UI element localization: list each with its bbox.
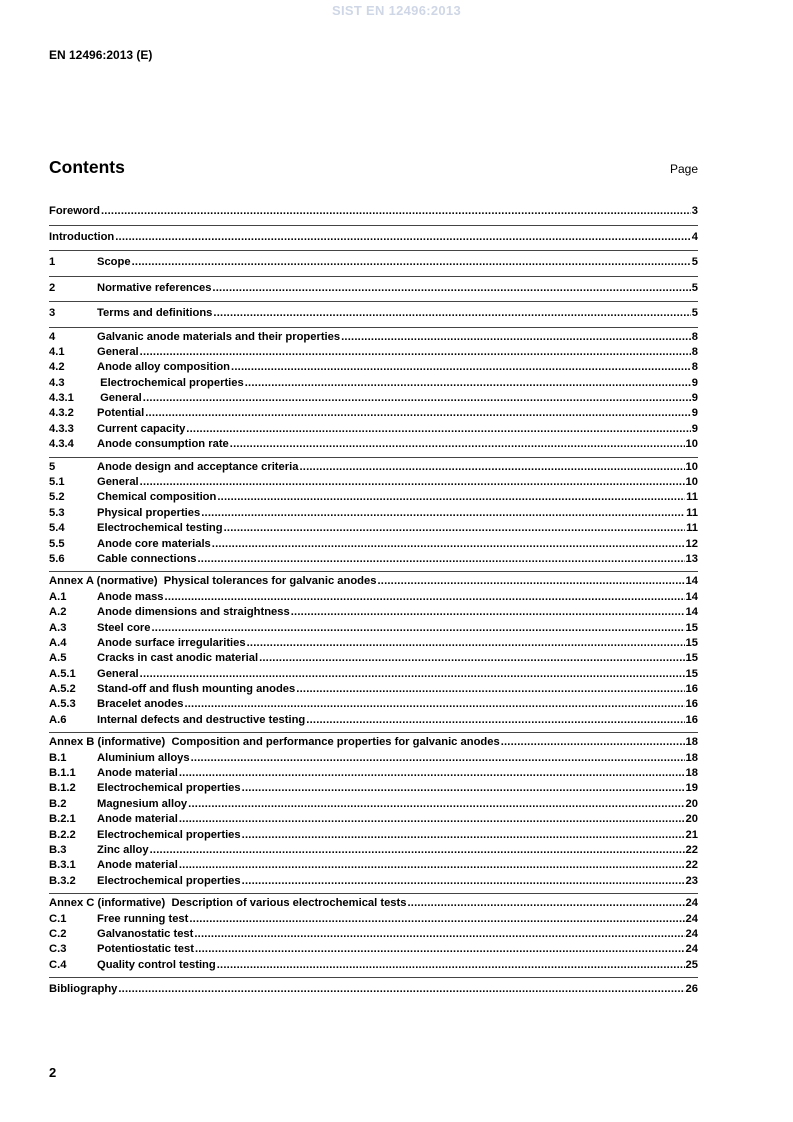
toc-entry[interactable] bbox=[49, 360, 698, 375]
toc-entry-number: 5.2 bbox=[49, 491, 65, 504]
dot-leader bbox=[291, 605, 685, 620]
toc-entry-page: 8 bbox=[691, 361, 698, 374]
toc-entry-number: A.6 bbox=[49, 713, 67, 726]
toc-entry-page: 26 bbox=[685, 983, 698, 996]
toc-entry-title: Quality control testing bbox=[97, 958, 216, 971]
dot-leader bbox=[501, 735, 685, 750]
toc-entry-page: 5 bbox=[691, 281, 698, 294]
toc-entry-page: 15 bbox=[685, 667, 698, 680]
toc-entry[interactable] bbox=[49, 651, 698, 666]
toc-entry-number: B.1.2 bbox=[49, 782, 76, 795]
toc-entry[interactable] bbox=[49, 667, 698, 682]
toc-entry-number: 5.4 bbox=[49, 522, 65, 535]
toc-entry-title: Potentiostatic test bbox=[97, 943, 194, 956]
toc-entry-number: B.2.1 bbox=[49, 813, 76, 826]
dot-leader bbox=[217, 958, 685, 973]
toc-entry-page: 15 bbox=[685, 621, 698, 634]
dot-leader bbox=[179, 858, 685, 873]
toc-entry-number: B.3.1 bbox=[49, 859, 76, 872]
toc-entry[interactable] bbox=[49, 927, 698, 942]
toc-entry-number: 4 bbox=[49, 330, 56, 343]
toc-entry-title: Scope bbox=[97, 256, 131, 268]
toc-entry-title: Internal defects and destructive testing bbox=[97, 713, 306, 726]
dot-leader bbox=[212, 279, 690, 298]
toc-entry-number: B.3.2 bbox=[49, 874, 76, 887]
toc-entry-number: 5.1 bbox=[49, 476, 65, 489]
toc-entry-number: C.1 bbox=[49, 912, 67, 925]
toc-entry[interactable] bbox=[49, 858, 698, 873]
dot-leader bbox=[201, 506, 685, 521]
toc-entry-page: 14 bbox=[685, 575, 698, 588]
toc-entry-number: A.1 bbox=[49, 590, 67, 603]
toc-entry-title: Physical properties bbox=[97, 506, 201, 519]
dot-leader bbox=[179, 812, 685, 827]
dot-leader bbox=[259, 651, 684, 666]
toc-entry-page: 15 bbox=[685, 652, 698, 665]
toc-entry-page: 10 bbox=[685, 460, 698, 473]
toc-entry[interactable] bbox=[49, 751, 698, 766]
toc-entry[interactable] bbox=[49, 697, 698, 712]
toc-entry-title: Bibliography bbox=[49, 983, 118, 996]
toc-entry-title: Free running test bbox=[97, 912, 189, 925]
toc-group bbox=[49, 572, 698, 733]
toc-entry-title: Potential bbox=[97, 407, 145, 420]
dot-leader bbox=[151, 621, 684, 636]
toc-entry-page: 9 bbox=[691, 376, 698, 389]
dot-leader bbox=[150, 843, 685, 858]
toc-entry-title: Cracks in cast anodic material bbox=[97, 652, 259, 665]
toc-entry[interactable] bbox=[49, 735, 698, 750]
toc-entry-page: 20 bbox=[685, 813, 698, 826]
toc-group bbox=[49, 302, 698, 328]
toc-entry-number: A.5.3 bbox=[49, 698, 76, 711]
toc-entry-page: 5 bbox=[691, 256, 698, 268]
toc-entry[interactable] bbox=[49, 437, 698, 452]
toc-entry[interactable] bbox=[49, 253, 698, 272]
toc-entry[interactable] bbox=[49, 958, 698, 973]
toc-entry-page: 10 bbox=[685, 476, 698, 489]
toc-entry-title: Anode mass bbox=[97, 590, 164, 603]
toc-entry-page: 10 bbox=[685, 438, 698, 451]
toc-entry-page: 3 bbox=[691, 205, 698, 217]
toc-entry-page: 16 bbox=[685, 683, 698, 696]
toc-entry-title: Electrochemical properties bbox=[97, 782, 241, 795]
toc-entry[interactable] bbox=[49, 605, 698, 620]
toc-entry-number: 4.3 bbox=[49, 376, 65, 389]
toc-entry[interactable] bbox=[49, 304, 698, 323]
dot-leader bbox=[341, 330, 691, 345]
dot-leader bbox=[143, 391, 691, 406]
document-id: EN 12496:2013 (E) bbox=[49, 48, 153, 62]
toc-entry-number: 4.2 bbox=[49, 361, 65, 374]
toc-entry[interactable] bbox=[49, 330, 698, 345]
dot-leader bbox=[213, 304, 690, 323]
toc-entry[interactable] bbox=[49, 406, 698, 421]
toc-entry-number: B.1 bbox=[49, 751, 67, 764]
toc-entry-title: Anode design and acceptance criteria bbox=[97, 460, 299, 473]
toc-entry-number: A.5.2 bbox=[49, 683, 76, 696]
dot-leader bbox=[165, 590, 685, 605]
toc-entry[interactable] bbox=[49, 621, 698, 636]
toc-entry[interactable] bbox=[49, 942, 698, 957]
dot-leader bbox=[101, 202, 691, 221]
toc-entry-number: 5.6 bbox=[49, 552, 65, 565]
dot-leader bbox=[377, 574, 684, 589]
toc-entry-number: 4.1 bbox=[49, 345, 65, 358]
dot-leader bbox=[189, 912, 684, 927]
dot-leader bbox=[231, 360, 691, 375]
dot-leader bbox=[140, 475, 685, 490]
dot-leader bbox=[140, 345, 691, 360]
toc-group bbox=[49, 978, 698, 1003]
toc-entry-number: A.4 bbox=[49, 636, 67, 649]
toc-entry-title: Galvanic anode materials and their properties bbox=[97, 330, 341, 343]
toc-entry-title: Bracelet anodes bbox=[97, 698, 184, 711]
toc-entry-page: 20 bbox=[685, 797, 698, 810]
dot-leader bbox=[224, 521, 686, 536]
toc-entry-page: 14 bbox=[685, 606, 698, 619]
toc-entry-title: General bbox=[97, 392, 142, 405]
toc-entry[interactable] bbox=[49, 506, 698, 521]
dot-leader bbox=[217, 490, 685, 505]
dot-leader bbox=[306, 713, 684, 728]
dot-leader bbox=[186, 422, 690, 437]
toc-entry[interactable] bbox=[49, 812, 698, 827]
toc-entry-title: Aluminium alloys bbox=[97, 751, 190, 764]
toc-entry[interactable] bbox=[49, 828, 698, 843]
toc-entry[interactable] bbox=[49, 590, 698, 605]
toc-entry-number: 4.3.4 bbox=[49, 438, 74, 451]
toc-group bbox=[49, 200, 698, 226]
dot-leader bbox=[194, 927, 684, 942]
watermark: SIST EN 12496:2013 bbox=[332, 3, 461, 18]
toc-entry-page: 16 bbox=[685, 698, 698, 711]
toc-entry-title: Normative references bbox=[97, 281, 212, 294]
toc-group bbox=[49, 251, 698, 277]
toc-entry-page: 11 bbox=[686, 491, 698, 504]
dot-leader bbox=[195, 942, 685, 957]
toc-entry[interactable] bbox=[49, 345, 698, 360]
toc-entry[interactable] bbox=[49, 766, 698, 781]
toc-group bbox=[49, 277, 698, 303]
toc-entry-title: Annex C (informative) Description of various electrochemical tests bbox=[49, 897, 407, 910]
toc-entry-title: Annex B (informative) Composition and performance properties for galvanic anodes bbox=[49, 736, 500, 749]
toc-entry-number: 5.5 bbox=[49, 537, 65, 550]
toc-entry-title: Anode material bbox=[97, 859, 178, 872]
table-of-contents bbox=[49, 200, 698, 1003]
dot-leader bbox=[296, 682, 684, 697]
dot-leader bbox=[247, 636, 685, 651]
toc-entry-number: 4.3.1 bbox=[49, 392, 74, 405]
toc-entry-title: Zinc alloy bbox=[97, 844, 149, 856]
toc-entry[interactable] bbox=[49, 781, 698, 796]
toc-entry-number: 2 bbox=[49, 281, 56, 294]
dot-leader bbox=[184, 697, 684, 712]
toc-entry-page: 25 bbox=[685, 958, 698, 971]
toc-entry-page: 11 bbox=[686, 506, 698, 519]
toc-entry[interactable] bbox=[49, 228, 698, 247]
toc-entry-title: Magnesium alloy bbox=[97, 797, 188, 810]
toc-entry-title: Anode dimensions and straightness bbox=[97, 606, 290, 619]
toc-entry-title: Anode material bbox=[97, 767, 178, 780]
toc-entry-title: Terms and definitions bbox=[97, 307, 213, 319]
toc-entry-number: A.2 bbox=[49, 606, 67, 619]
toc-entry-title: Anode alloy composition bbox=[97, 361, 231, 374]
toc-entry-title: General bbox=[97, 476, 139, 489]
toc-entry[interactable] bbox=[49, 797, 698, 812]
toc-entry-number: A.3 bbox=[49, 621, 67, 634]
toc-entry-page: 22 bbox=[685, 859, 698, 872]
toc-entry-page: 24 bbox=[685, 943, 698, 956]
toc-entry-page: 14 bbox=[685, 590, 698, 603]
toc-entry-page: 23 bbox=[685, 874, 698, 887]
toc-entry-page: 11 bbox=[686, 522, 698, 535]
toc-entry[interactable] bbox=[49, 574, 698, 589]
toc-entry[interactable] bbox=[49, 521, 698, 536]
toc-entry[interactable] bbox=[49, 460, 698, 475]
toc-entry-title: Electrochemical properties bbox=[97, 874, 241, 887]
toc-entry-number: B.2 bbox=[49, 797, 67, 810]
toc-entry-number: B.1.1 bbox=[49, 767, 76, 780]
toc-entry-number: C.3 bbox=[49, 943, 67, 956]
toc-entry-number: 5.3 bbox=[49, 506, 65, 519]
toc-entry-title: Anode surface irregularities bbox=[97, 636, 246, 649]
toc-entry[interactable] bbox=[49, 713, 698, 728]
toc-entry-page: 8 bbox=[691, 345, 698, 358]
toc-entry-title: Anode core materials bbox=[97, 537, 211, 550]
dot-leader bbox=[242, 874, 685, 889]
toc-entry-page: 16 bbox=[685, 713, 698, 726]
toc-entry-number: 4.3.3 bbox=[49, 422, 74, 435]
dot-leader bbox=[132, 253, 691, 272]
toc-entry-number: B.2.2 bbox=[49, 828, 76, 841]
toc-entry-page: 24 bbox=[685, 912, 698, 925]
toc-entry[interactable] bbox=[49, 636, 698, 651]
dot-leader bbox=[188, 797, 684, 812]
toc-entry-page: 18 bbox=[685, 767, 698, 780]
toc-entry-title: Steel core bbox=[97, 621, 151, 634]
dot-leader bbox=[115, 228, 691, 247]
toc-entry[interactable] bbox=[49, 552, 698, 567]
toc-entry[interactable] bbox=[49, 682, 698, 697]
dot-leader bbox=[212, 537, 685, 552]
toc-entry-number: 4.3.2 bbox=[49, 407, 74, 420]
toc-entry-number: 3 bbox=[49, 307, 56, 319]
toc-entry-page: 21 bbox=[685, 828, 698, 841]
dot-leader bbox=[197, 552, 684, 567]
dot-leader bbox=[230, 437, 685, 452]
toc-entry-title: General bbox=[97, 345, 139, 358]
toc-entry-page: 24 bbox=[685, 897, 698, 910]
toc-entry-page: 19 bbox=[685, 782, 698, 795]
dot-leader bbox=[191, 751, 685, 766]
toc-entry[interactable] bbox=[49, 912, 698, 927]
dot-leader bbox=[242, 828, 685, 843]
toc-entry[interactable] bbox=[49, 843, 698, 858]
toc-entry-title: Current capacity bbox=[97, 422, 186, 435]
toc-entry[interactable] bbox=[49, 490, 698, 505]
toc-entry-title: Foreword bbox=[49, 205, 100, 217]
dot-leader bbox=[118, 980, 684, 999]
toc-entry[interactable] bbox=[49, 475, 698, 490]
toc-entry-title: Anode material bbox=[97, 813, 178, 826]
toc-entry-page: 8 bbox=[691, 330, 698, 343]
toc-entry[interactable] bbox=[49, 422, 698, 437]
toc-entry-title: Anode consumption rate bbox=[97, 438, 229, 451]
dot-leader bbox=[299, 460, 684, 475]
toc-group bbox=[49, 226, 698, 252]
dot-leader bbox=[245, 376, 691, 391]
toc-entry-title: Galvanostatic test bbox=[97, 927, 194, 940]
toc-entry[interactable] bbox=[49, 279, 698, 298]
toc-entry-number: C.4 bbox=[49, 958, 67, 971]
toc-entry-page: 24 bbox=[685, 927, 698, 940]
toc-entry-title: Annex A (normative) Physical tolerances for galvanic anodes bbox=[49, 575, 377, 588]
toc-entry[interactable] bbox=[49, 537, 698, 552]
toc-entry-page: 5 bbox=[691, 307, 698, 319]
page-number: 2 bbox=[49, 1065, 57, 1080]
toc-group bbox=[49, 328, 698, 458]
toc-entry-title: Chemical composition bbox=[97, 491, 217, 504]
contents-title: Contents bbox=[49, 157, 125, 177]
toc-entry-page: 4 bbox=[691, 230, 698, 243]
dot-leader bbox=[140, 667, 685, 682]
toc-entry[interactable] bbox=[49, 874, 698, 889]
dot-leader bbox=[145, 406, 691, 421]
dot-leader bbox=[179, 766, 685, 781]
dot-leader bbox=[407, 896, 684, 911]
toc-entry-title: Electrochemical testing bbox=[97, 522, 223, 535]
toc-entry-number: C.2 bbox=[49, 927, 67, 940]
toc-entry-page: 22 bbox=[685, 844, 698, 856]
toc-entry-number: 1 bbox=[49, 256, 56, 268]
toc-entry-page: 9 bbox=[691, 422, 698, 435]
toc-entry[interactable] bbox=[49, 391, 698, 406]
toc-entry-title: Stand-off and flush mounting anodes bbox=[97, 683, 296, 696]
toc-entry-title: Cable connections bbox=[97, 552, 197, 565]
toc-entry-page: 9 bbox=[691, 407, 698, 420]
toc-entry-page: 18 bbox=[685, 736, 698, 749]
toc-entry[interactable] bbox=[49, 896, 698, 911]
toc-entry-title: Electrochemical properties bbox=[97, 828, 241, 841]
toc-group bbox=[49, 733, 698, 894]
toc-entry-number: B.3 bbox=[49, 844, 67, 856]
toc-entry-page: 12 bbox=[685, 537, 698, 550]
toc-entry[interactable] bbox=[49, 202, 698, 221]
toc-entry-title: General bbox=[97, 667, 139, 680]
toc-entry[interactable] bbox=[49, 980, 698, 999]
toc-entry-number: 5 bbox=[49, 460, 56, 473]
toc-entry-title: Electrochemical properties bbox=[97, 376, 244, 389]
toc-entry-page: 15 bbox=[685, 636, 698, 649]
dot-leader bbox=[242, 781, 685, 796]
toc-entry-number: A.5.1 bbox=[49, 667, 76, 680]
toc-group bbox=[49, 894, 698, 978]
toc-entry-page: 18 bbox=[685, 751, 698, 764]
toc-entry-title: Introduction bbox=[49, 230, 115, 243]
toc-entry[interactable] bbox=[49, 376, 698, 391]
toc-group bbox=[49, 458, 698, 573]
toc-entry-page: 13 bbox=[685, 552, 698, 565]
page-column-label: Page bbox=[669, 162, 698, 176]
toc-entry-page: 9 bbox=[691, 392, 698, 405]
toc-entry-number: A.5 bbox=[49, 652, 67, 665]
